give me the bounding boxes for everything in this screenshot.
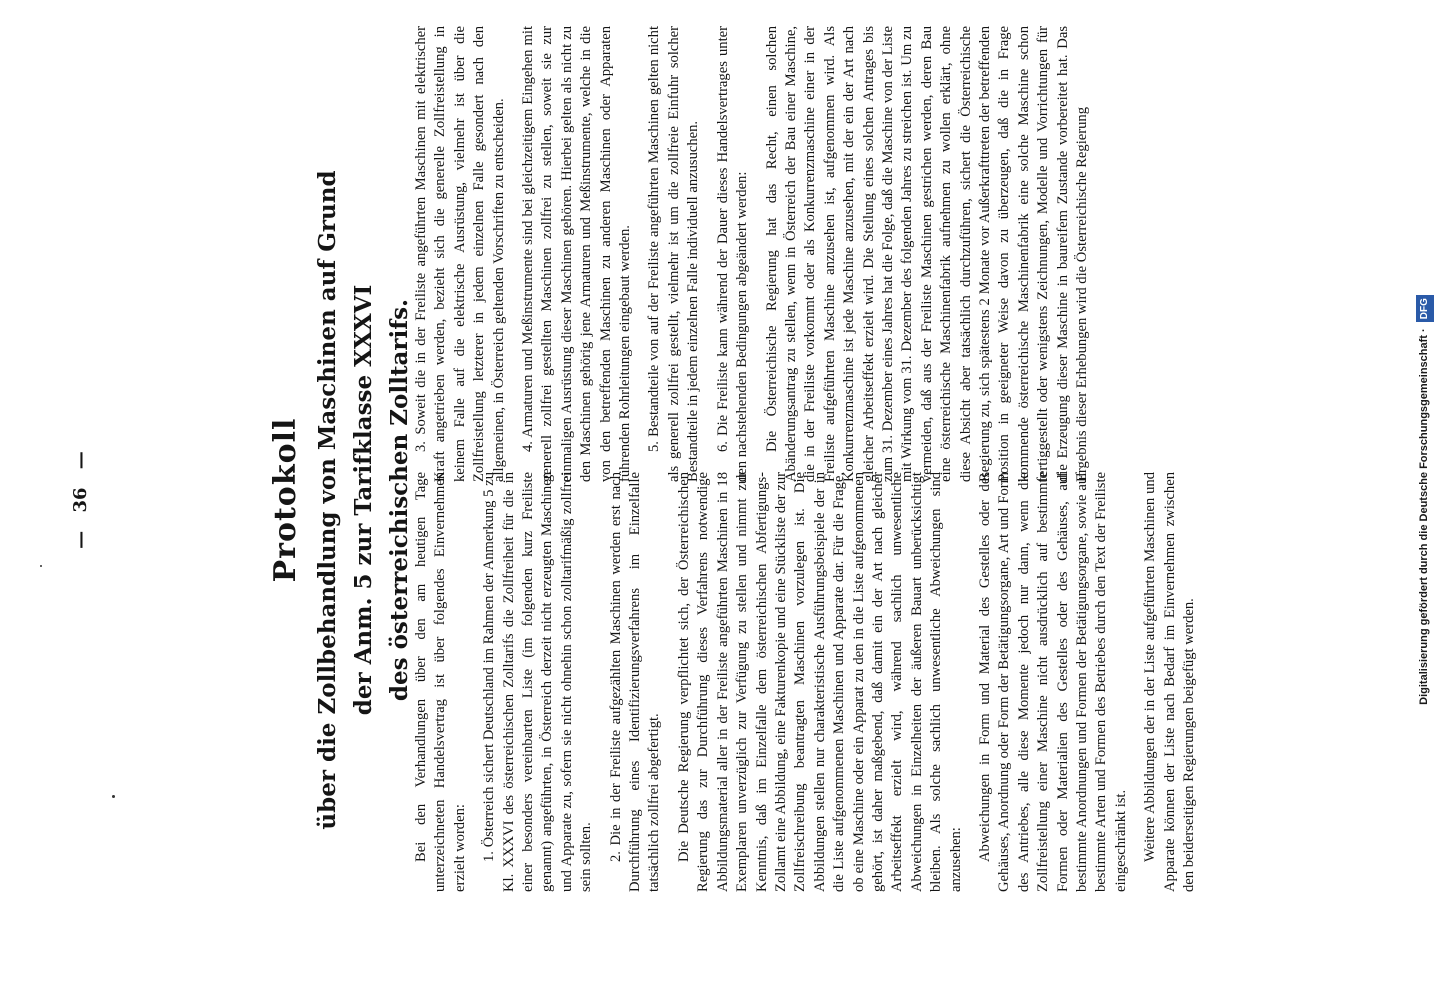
paragraph: 1. Österreich sichert Deutschland im Rahmen der Anmerkung 5 zu Kl. XXXVI des österreichischen Zolltarifs die Zollfreiheit für die in einer besonders vereinbarten Liste (im folgenden kurz Freiliste genannt) angeführten, in Österreich derzeit nicht erzeugten Maschinen und Apparate zu, sofern sie nicht ohnehin schon zolltarifmäßig zollfrei sein sollten. (481, 472, 595, 892)
page-subtitle (310, 150, 418, 850)
paragraph: Abweichungen in Form und Material des Gestelles oder des Gehäuses, Anordnung oder Form der Betätigungsorgane, Art und Form des Antriebes, alle diese Momente jedoch nur dann, wenn die Zollfreistellung einer Maschine nicht ausdrücklich auf bestimmte Formen oder Materialien des Gestelles oder des Gehäuses, auf bestimmte Anordnungen und Formen der Betätigungsorgane, sowie auf bestimmte Arten und Formen des Betriebes durch den Text der Freiliste eingeschränkt ist. (976, 472, 1129, 892)
paragraph: Bei den Verhandlungen über den am heutigen Tage unterzeichneten Handelsvertrag ist über folgendes Einvernehmen erzielt worden: (413, 472, 468, 892)
credit-text: Digitalisierung gefördert durch die Deutsche Forschungsgemeinschaft · (1418, 328, 1430, 705)
subtitle-line-1: über die Zollbehandlung von Maschinen auf Grund der Anm. 5 zur Tarifklasse XXXVI (314, 170, 377, 830)
digitization-credit (1415, 220, 1433, 780)
subtitle-line-2: des österreichischen Zolltarifs. (386, 298, 413, 702)
page-number-value: 36 (70, 487, 91, 513)
scan-speck (112, 795, 115, 798)
dash-right: — (70, 451, 91, 470)
left-column (412, 472, 1209, 892)
dfg-logo: DFG (1416, 295, 1434, 322)
page-title: Protokoll (268, 417, 303, 583)
paragraph: 4. Armaturen und Meßinstrumente sind bei gleichzeitigem Eingehen mit generell zollfrei gestellten Maschinen zollfrei zu stellen, soweit sie zur einmaligen Ausrüstung dieser Maschinen gehören. Hierbei gelten als nicht zu den Maschinen gehörig jene Armaturen und Meßinstrumente, welche in die von den betreffenden Maschinen zu anderen Maschinen oder Apparaten führenden Rohrleitungen eingebaut werden. (520, 26, 634, 482)
scan-speck (40, 565, 42, 567)
page-number (70, 0, 91, 1000)
paragraph: 2. Die in der Freiliste aufgezählten Maschinen werden erst nach Durchführung eines Identifizierungsverfahrens im Einzelfalle tatsächlich zollfrei abgefertigt. (607, 472, 663, 892)
dash-left: — (70, 530, 91, 549)
right-column (412, 26, 1102, 482)
paragraph: 6. Die Freiliste kann während der Dauer dieses Handelsvertrages unter den nachstehenden Bedingungen abgeändert werden: (714, 26, 751, 482)
paragraph: Die Österreichische Regierung hat das Recht, einen solchen Abänderungsantrag zu stellen, wenn in Österreich der Bau einer Maschine, die in der Freiliste vorkommt oder als Konkurrenzmaschine einer in der Freiliste aufgeführten Maschine anzusehen ist, aufgenommen wird. Als Konkurrenzmaschine ist jede Maschine anzusehen, mit der ein der Art nach gleicher Arbeitseffekt erzielt wird. Die Stellung eines solchen Antrages bis zum 31. Dezember eines Jahres hat die Folge, daß die Maschine von der Liste mit Wirkung vom 31. Dezember des folgenden Jahres zu streichen ist. Um zu vermeiden, daß aus der Freiliste Maschinen gestrichen werden, deren Bau eine österreichische Maschinenfabrik aufnehmen zu wollen erklärt, ohne diese Absicht aber tatsächlich durchzuführen, sichert die Österreichische Regierung zu, sich spätestens 2 Monate vor Außerkrafttreten der betreffenden Position in geeigneter Weise davon zu überzeugen, daß die in Frage kommende österreichische Maschinenfabrik eine solche Maschine schon fertiggestellt oder wenigstens Zeichnungen, Modelle und Vorrichtungen für die Erzeugung dieser Maschine in baureifem Zustande vorbereitet hat. Das Ergebnis dieser Erhebungen wird die Österreichische Regierung (763, 26, 1090, 482)
paragraph: 3. Soweit die in der Freiliste angeführten Maschinen mit elektrischer Kraft angetrieben werden, bezieht sich die generelle Zollfreistellung in keinem Falle auf die elektrische Ausrüstung, vielmehr ist über die Zollfreistellung letzterer in jedem einzelnen Falle gesondert nach den allgemeinen, in Österreich geltenden Vorschriften zu entscheiden. (413, 26, 507, 482)
paragraph: Die Deutsche Regierung verpflichtet sich, der Österreichischen Regierung das zur Durchführung dieses Verfahrens notwendige Abbildungsmaterial aller in der Freiliste angeführten Maschinen in 18 Exemplaren unverzüglich zur Verfügung zu stellen und nimmt zur Kenntnis, daß im Einzelfalle dem österreichischen Abfertigungs-Zollamt eine Abbildung, eine Fakturenkopie und eine Stückliste der zur Zollfreischreibung beantragten Maschinen vorzulegen ist. Die Abbildungen stellen nur charakteristische Ausführungsbeispiele der in die Liste aufgenommenen Maschinen und Apparate dar. Für die Frage, ob eine Maschine oder ein Apparat zu den in die Liste aufgenommenen gehört, ist daher maßgebend, daß damit ein der Art nach gleicher Arbeitseffekt erzielt wird, während sachlich unwesentliche Abweichungen in Einzelheiten der äußeren Bauart unberücksichtigt bleiben. Als solche sachlich unwesentliche Abweichungen sind anzusehen: (675, 472, 964, 892)
paragraph: Weitere Abbildungen der in der Liste aufgeführten Maschinen und Apparate können der Liste nach Bedarf im Einvernehmen zwischen den beiderseitigen Regierungen beigefügt werden. (1142, 472, 1198, 892)
paragraph: 5. Bestandteile von auf der Freiliste angeführten Maschinen gelten nicht als generell zollfrei gestellt, vielmehr ist um die zollfreie Einfuhr solcher Bestandteile in jedem einzelnen Falle individuell anzusuchen. (646, 26, 702, 482)
